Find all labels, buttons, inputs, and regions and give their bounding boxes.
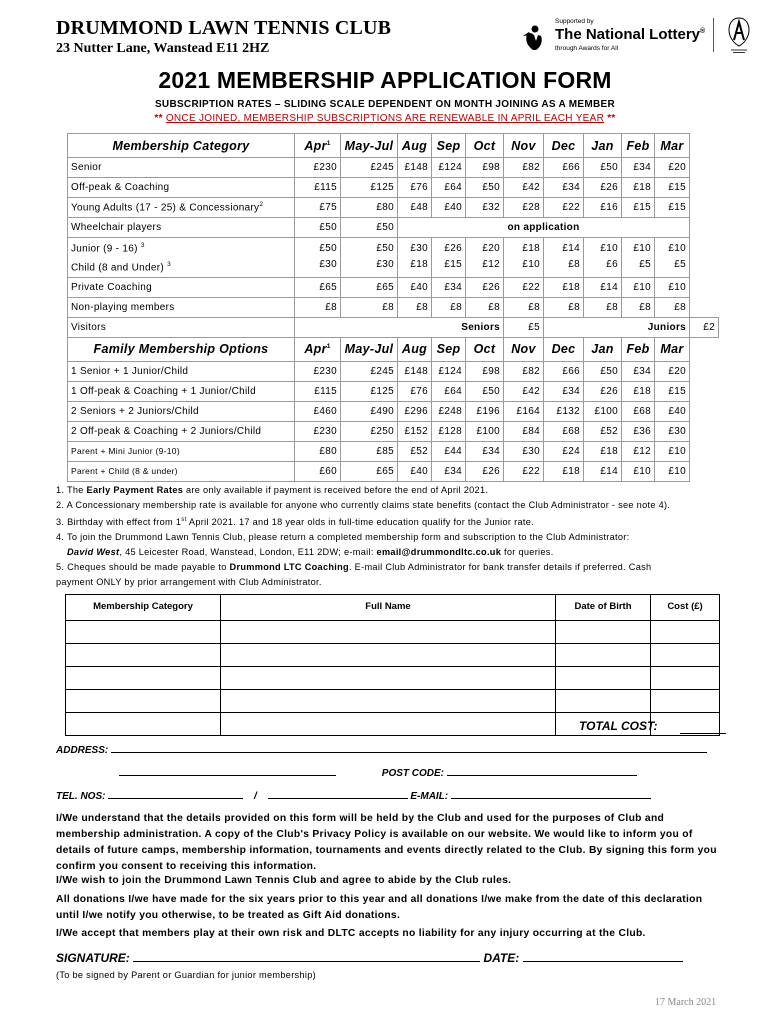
rate-cell: £10 xyxy=(655,441,690,461)
full-name-input[interactable] xyxy=(221,690,556,713)
full-name-input[interactable] xyxy=(221,644,556,667)
rate-cell: £28 xyxy=(504,198,544,218)
row-label: Young Adults (17 - 25) & Concessionary$^2$ xyxy=(68,198,295,218)
lottery-awards-text: through Awards for All xyxy=(555,45,619,52)
month-header: Oct xyxy=(466,134,504,158)
row-label: Visitors xyxy=(68,317,295,337)
membership-category-header: Membership Category xyxy=(68,134,295,158)
row-label: Wheelchair players xyxy=(68,218,295,238)
rate-cell: £18 xyxy=(622,381,655,401)
rate-cell: £34 xyxy=(432,461,466,481)
junior-rate: £26 xyxy=(444,243,462,255)
rate-cell: £40 xyxy=(432,198,466,218)
form-title: 2021 MEMBERSHIP APPLICATION FORM xyxy=(158,67,612,93)
rate-cell: £115 xyxy=(295,178,341,198)
rate-cell: £460 xyxy=(295,401,341,421)
rate-cell: £125 xyxy=(341,178,398,198)
rate-row xyxy=(68,218,719,238)
category-input[interactable] xyxy=(66,667,221,690)
rate-cell: £40 xyxy=(398,277,432,297)
rate-cell: £18 xyxy=(544,277,584,297)
month-header: Sep xyxy=(432,134,466,158)
month-header: Sep xyxy=(432,337,466,361)
family-options-header: Family Membership Options xyxy=(68,337,295,361)
rate-cell xyxy=(466,238,504,278)
category-input[interactable] xyxy=(66,713,221,736)
month-header: Feb xyxy=(622,134,655,158)
rate-cell: £40 xyxy=(655,401,690,421)
total-cost-input[interactable] xyxy=(680,733,726,734)
dob-input[interactable] xyxy=(556,690,651,713)
junior-rate: £10 xyxy=(668,243,686,255)
club-crest-icon xyxy=(726,16,752,54)
email-input[interactable] xyxy=(451,790,651,799)
membership-header-row xyxy=(68,134,719,158)
rate-cell: £50 xyxy=(295,218,341,238)
rate-cell: £8 xyxy=(544,297,584,317)
rate-cell: £60 xyxy=(295,461,341,481)
full-name-input[interactable] xyxy=(221,621,556,644)
rate-cell: £98 xyxy=(466,361,504,381)
child-rate: £10 xyxy=(522,259,540,271)
lottery-supported-text: Supported by xyxy=(555,18,594,25)
rate-cell: £65 xyxy=(341,461,398,481)
dob-input[interactable] xyxy=(556,621,651,644)
address-input[interactable] xyxy=(111,744,707,753)
logo-divider xyxy=(713,18,714,52)
rate-cell xyxy=(504,238,544,278)
note-5-cont: payment ONLY by prior arrangement with Club Administrator. xyxy=(56,577,322,588)
rate-cell: £14 xyxy=(584,461,622,481)
junior-rate: £50 xyxy=(319,243,337,255)
rate-cell xyxy=(544,238,584,278)
junior-rate: £50 xyxy=(376,243,394,255)
total-cost-label: TOTAL COST: xyxy=(579,719,658,733)
child-rate: £5 xyxy=(639,259,651,271)
rate-cell: £84 xyxy=(504,421,544,441)
cost-input[interactable] xyxy=(651,690,720,713)
family-header-row xyxy=(68,337,719,361)
rate-cell: £34 xyxy=(622,361,655,381)
postcode-label: POST CODE: xyxy=(381,768,445,779)
rate-cell: £50 xyxy=(466,178,504,198)
note-2: 2. A Concessionary membership rate is available for anyone who currently claims state benefits (contact the Club Administrator - see note 4). xyxy=(56,500,671,510)
month-header: Dec xyxy=(544,134,584,158)
dob-input[interactable] xyxy=(556,644,651,667)
renewal-note: ** ONCE JOINED, MEMBERSHIP SUBSCRIPTIONS ARE RENEWABLE IN APRIL EACH YEAR ** xyxy=(154,113,616,124)
liability-declaration: I/We accept that members play at their own risk and DLTC accepts no liability for any injury occurring at the Club. xyxy=(56,928,646,939)
rate-cell: £68 xyxy=(544,421,584,441)
rate-cell: £18 xyxy=(544,461,584,481)
category-input[interactable] xyxy=(66,621,221,644)
rate-cell: £15 xyxy=(622,198,655,218)
signature-label: SIGNATURE: xyxy=(56,951,130,965)
dob-input[interactable] xyxy=(556,667,651,690)
application-row xyxy=(66,644,720,667)
rate-cell: £50 xyxy=(341,218,398,238)
junior-rate: £30 xyxy=(410,243,428,255)
club-name: DRUMMOND LAWN TENNIS CLUB xyxy=(56,17,392,39)
rate-cell: £34 xyxy=(622,158,655,178)
signature-input[interactable] xyxy=(133,951,480,962)
note-4-contact: David West, 45 Leicester Road, Wanstead, London, E11 2DW; e-mail: email@drummondltc.co.uk for queries. xyxy=(67,547,554,558)
rate-cell: £34 xyxy=(544,178,584,198)
rate-row-visitors xyxy=(68,317,719,337)
join-declaration: I/We wish to join the Drummond Lawn Tennis Club and agree to abide by the Club rules. xyxy=(56,875,512,886)
month-header: Mar xyxy=(655,337,690,361)
rate-cell: £245 xyxy=(341,361,398,381)
rate-cell: £10 xyxy=(622,277,655,297)
rate-cell: £8 xyxy=(341,297,398,317)
row-label: Parent + Mini Junior (9-10) xyxy=(68,441,295,461)
col-full-name: Full Name xyxy=(221,595,556,621)
month-header: Nov xyxy=(504,337,544,361)
rate-cell xyxy=(295,238,341,278)
rate-cell: £52 xyxy=(584,421,622,441)
child-rate: £12 xyxy=(482,259,500,271)
month-header: Oct xyxy=(466,337,504,361)
month-header: Feb xyxy=(622,337,655,361)
gift-aid-declaration: All donations I/we have made for the six years prior to this year and all donations I/we make from the date of this declaration until I/we notify you otherwise, to be treated as Gift Aid donations. xyxy=(56,894,703,921)
rate-cell xyxy=(341,238,398,278)
rate-cell: £76 xyxy=(398,178,432,198)
rate-cell: £26 xyxy=(466,277,504,297)
rate-cell: £26 xyxy=(466,461,504,481)
family-row xyxy=(68,441,719,461)
email-label: E-MAIL: xyxy=(410,791,449,802)
child-rate: £30 xyxy=(376,259,394,271)
rate-cell xyxy=(432,238,466,278)
tel-input-1[interactable] xyxy=(108,790,243,799)
rate-cell xyxy=(584,238,622,278)
rate-cell: £30 xyxy=(504,441,544,461)
subscription-rates-table xyxy=(67,133,719,482)
rate-cell: £15 xyxy=(655,381,690,401)
application-row xyxy=(66,621,720,644)
rate-cell: £68 xyxy=(622,401,655,421)
child-rate: £30 xyxy=(319,259,337,271)
rate-cell: £64 xyxy=(432,381,466,401)
col-date-of-birth: Date of Birth xyxy=(556,595,651,621)
child-rate: £15 xyxy=(444,259,462,271)
rate-cell: £30 xyxy=(655,421,690,441)
rate-cell: £65 xyxy=(295,277,341,297)
junior-rate: £20 xyxy=(482,243,500,255)
application-header-row xyxy=(66,595,720,621)
rate-row xyxy=(68,277,719,297)
application-table xyxy=(65,594,720,736)
rate-cell: £42 xyxy=(504,381,544,401)
rate-cell: £36 xyxy=(622,421,655,441)
rate-cell: £8 xyxy=(622,297,655,317)
rate-cell: £164 xyxy=(504,401,544,421)
address-line xyxy=(56,744,707,756)
note-3: 3. Birthday with effect from 1st April 2021. 17 and 18 year olds in full-time education qualify for the Junior rate. xyxy=(56,517,535,528)
rate-cell: £76 xyxy=(398,381,432,401)
rate-cell: £18 xyxy=(584,441,622,461)
rate-cell: £22 xyxy=(504,461,544,481)
visitors-seniors-value: £5 xyxy=(504,317,544,337)
rate-cell: £26 xyxy=(584,178,622,198)
rate-cell: £196 xyxy=(466,401,504,421)
rate-cell: £115 xyxy=(295,381,341,401)
child-rate: £6 xyxy=(606,259,618,271)
rate-cell: £250 xyxy=(341,421,398,441)
month-header: Nov xyxy=(504,134,544,158)
footnotes xyxy=(56,483,736,590)
postcode-input[interactable] xyxy=(447,767,637,776)
rate-cell: £85 xyxy=(341,441,398,461)
admin-email-link[interactable]: email@drummondltc.co.uk xyxy=(376,547,502,558)
family-row xyxy=(68,381,719,401)
tel-separator: / xyxy=(254,791,257,802)
note-1: 1. The Early Payment Rates are only available if payment is received before the end of April 2021. xyxy=(56,485,489,495)
row-label: 2 Seniors + 2 Juniors/Child xyxy=(68,401,295,421)
family-row xyxy=(68,401,719,421)
rate-cell: £10 xyxy=(622,461,655,481)
month-header: May-Jul xyxy=(341,337,398,361)
rate-cell: £42 xyxy=(504,178,544,198)
signature-line xyxy=(56,951,683,965)
club-address: 23 Nutter Lane, Wanstead E11 2HZ xyxy=(56,41,270,56)
rate-cell: £80 xyxy=(295,441,341,461)
rate-cell: £8 xyxy=(466,297,504,317)
signature-note: (To be signed by Parent or Guardian for junior membership) xyxy=(56,970,316,980)
rate-cell: £152 xyxy=(398,421,432,441)
rate-cell: £8 xyxy=(432,297,466,317)
month-header: Apr$^1$ xyxy=(295,134,341,158)
rate-cell: £50 xyxy=(466,381,504,401)
month-header: Mar xyxy=(655,134,690,158)
rate-cell: £124 xyxy=(432,361,466,381)
rate-cell: £15 xyxy=(655,198,690,218)
rate-cell: £490 xyxy=(341,401,398,421)
family-row xyxy=(68,421,719,441)
rate-cell: £50 xyxy=(584,158,622,178)
rate-cell: £24 xyxy=(544,441,584,461)
junior-rate: £10 xyxy=(633,243,651,255)
application-row xyxy=(66,690,720,713)
row-label: Non-playing members xyxy=(68,297,295,317)
rate-cell: £128 xyxy=(432,421,466,441)
on-application-note: on application xyxy=(398,218,690,238)
category-input[interactable] xyxy=(66,644,221,667)
family-row xyxy=(68,461,719,481)
rate-cell: £50 xyxy=(584,361,622,381)
rate-cell: £15 xyxy=(655,178,690,198)
rate-cell: £64 xyxy=(432,178,466,198)
rate-cell: £20 xyxy=(655,158,690,178)
rate-cell: £8 xyxy=(295,297,341,317)
col-membership-category: Membership Category xyxy=(66,595,221,621)
rate-cell: £100 xyxy=(466,421,504,441)
rate-cell: £148 xyxy=(398,361,432,381)
privacy-declaration: I/We understand that the details provided on this form will be held by the Club and used for the purposes of Club and membership administration. A copy of the Club's Privacy Policy is available on our website. We would like to inform you of details of future camps, membership information, tournaments and events directly related to the Club. By signing this form you confirm you consent to receiving this information. xyxy=(56,813,717,872)
row-label: 2 Off-peak & Coaching + 2 Juniors/Child xyxy=(68,421,295,441)
rate-cell: £82 xyxy=(504,158,544,178)
month-header: Jan xyxy=(584,337,622,361)
visitors-seniors-label: Seniors xyxy=(295,317,504,337)
rate-cell: £34 xyxy=(466,441,504,461)
month-header: Aug xyxy=(398,337,432,361)
rate-cell: £132 xyxy=(544,401,584,421)
rate-cell: £40 xyxy=(398,461,432,481)
address-label: ADDRESS: xyxy=(56,745,109,756)
rate-row xyxy=(68,178,719,198)
postcode-line xyxy=(56,767,637,779)
rate-cell: £8 xyxy=(655,297,690,317)
note-4: 4. To join the Drummond Lawn Tennis Club, please return a completed membership form and subscription to the Club Administrator: xyxy=(56,532,630,543)
tel-label: TEL. NOS: xyxy=(56,791,106,802)
child-rate: £8 xyxy=(568,259,580,271)
row-label: Junior (9 - 16) $^3$ Child (8 and Under) $^3$ xyxy=(68,238,295,278)
rate-row xyxy=(68,297,719,317)
rate-cell: £80 xyxy=(341,198,398,218)
tel-email-line xyxy=(56,790,651,802)
rate-cell xyxy=(655,238,690,278)
rate-cell xyxy=(398,238,432,278)
tel-input-2[interactable] xyxy=(268,790,408,799)
rate-cell: £82 xyxy=(504,361,544,381)
rate-cell: £18 xyxy=(622,178,655,198)
row-label: 1 Off-peak & Coaching + 1 Junior/Child xyxy=(68,381,295,401)
rate-cell: £34 xyxy=(544,381,584,401)
cost-input[interactable] xyxy=(651,644,720,667)
rate-cell: £98 xyxy=(466,158,504,178)
visitors-juniors-value: £2 xyxy=(690,317,719,337)
rate-row xyxy=(68,158,719,178)
subscription-subtitle: SUBSCRIPTION RATES – SLIDING SCALE DEPENDENT ON MONTH JOINING AS A MEMBER xyxy=(154,99,616,110)
rate-cell: £75 xyxy=(295,198,341,218)
rate-cell: £230 xyxy=(295,158,341,178)
lottery-name: The National Lottery® xyxy=(555,26,706,43)
child-rate: £18 xyxy=(410,259,428,271)
cost-input[interactable] xyxy=(651,621,720,644)
rate-cell: £230 xyxy=(295,421,341,441)
col-cost: Cost (£) xyxy=(651,595,720,621)
month-header: Apr$^1$ xyxy=(295,337,341,361)
rate-cell: £12 xyxy=(622,441,655,461)
cost-input[interactable] xyxy=(651,667,720,690)
junior-rate: £10 xyxy=(600,243,618,255)
national-lottery-logo xyxy=(519,16,719,56)
rate-row xyxy=(68,198,719,218)
rate-cell: £125 xyxy=(341,381,398,401)
rate-cell: £148 xyxy=(398,158,432,178)
rate-cell: £10 xyxy=(655,461,690,481)
rate-cell: £296 xyxy=(398,401,432,421)
address-input-2[interactable] xyxy=(119,767,336,776)
date-input[interactable] xyxy=(523,951,683,962)
row-label: 1 Senior + 1 Junior/Child xyxy=(68,361,295,381)
rate-cell: £8 xyxy=(504,297,544,317)
rate-cell: £20 xyxy=(655,361,690,381)
month-header: Aug xyxy=(398,134,432,158)
month-header: May-Jul xyxy=(341,134,398,158)
lottery-crossed-fingers-icon xyxy=(519,20,549,52)
rate-cell: £245 xyxy=(341,158,398,178)
rate-cell xyxy=(622,238,655,278)
month-header: Jan xyxy=(584,134,622,158)
footer-date: 17 March 2021 xyxy=(655,997,717,1008)
rate-cell: £22 xyxy=(544,198,584,218)
category-input[interactable] xyxy=(66,690,221,713)
junior-rate: £18 xyxy=(522,243,540,255)
date-label: DATE: xyxy=(483,951,520,965)
rate-cell: £44 xyxy=(432,441,466,461)
full-name-input[interactable] xyxy=(221,667,556,690)
full-name-input[interactable] xyxy=(221,713,556,736)
rate-cell: £8 xyxy=(584,297,622,317)
row-label: Off-peak & Coaching xyxy=(68,178,295,198)
rate-cell: £10 xyxy=(655,277,690,297)
rate-cell: £14 xyxy=(584,277,622,297)
rate-cell: £26 xyxy=(584,381,622,401)
rate-cell: £8 xyxy=(398,297,432,317)
row-label: Senior xyxy=(68,158,295,178)
row-label: Private Coaching xyxy=(68,277,295,297)
visitors-juniors-label: Juniors xyxy=(544,317,690,337)
junior-rate: £14 xyxy=(562,243,580,255)
rate-cell: £48 xyxy=(398,198,432,218)
rate-cell: £16 xyxy=(584,198,622,218)
rate-cell: £65 xyxy=(341,277,398,297)
rate-cell: £52 xyxy=(398,441,432,461)
rate-cell: £22 xyxy=(504,277,544,297)
rate-cell: £66 xyxy=(544,158,584,178)
child-rate: £5 xyxy=(674,259,686,271)
rate-cell: £100 xyxy=(584,401,622,421)
month-header: Dec xyxy=(544,337,584,361)
note-5: 5. Cheques should be made payable to Drummond LTC Coaching. E-mail Club Administrator for bank transfer details if preferred. Cash xyxy=(56,562,652,573)
row-label: Parent + Child (8 & under) xyxy=(68,461,295,481)
rate-row-junior-child xyxy=(68,238,719,278)
family-row xyxy=(68,361,719,381)
rate-cell: £230 xyxy=(295,361,341,381)
rate-cell: £248 xyxy=(432,401,466,421)
rate-cell: £124 xyxy=(432,158,466,178)
application-row xyxy=(66,667,720,690)
rate-cell: £66 xyxy=(544,361,584,381)
rate-cell: £34 xyxy=(432,277,466,297)
rate-cell: £32 xyxy=(466,198,504,218)
